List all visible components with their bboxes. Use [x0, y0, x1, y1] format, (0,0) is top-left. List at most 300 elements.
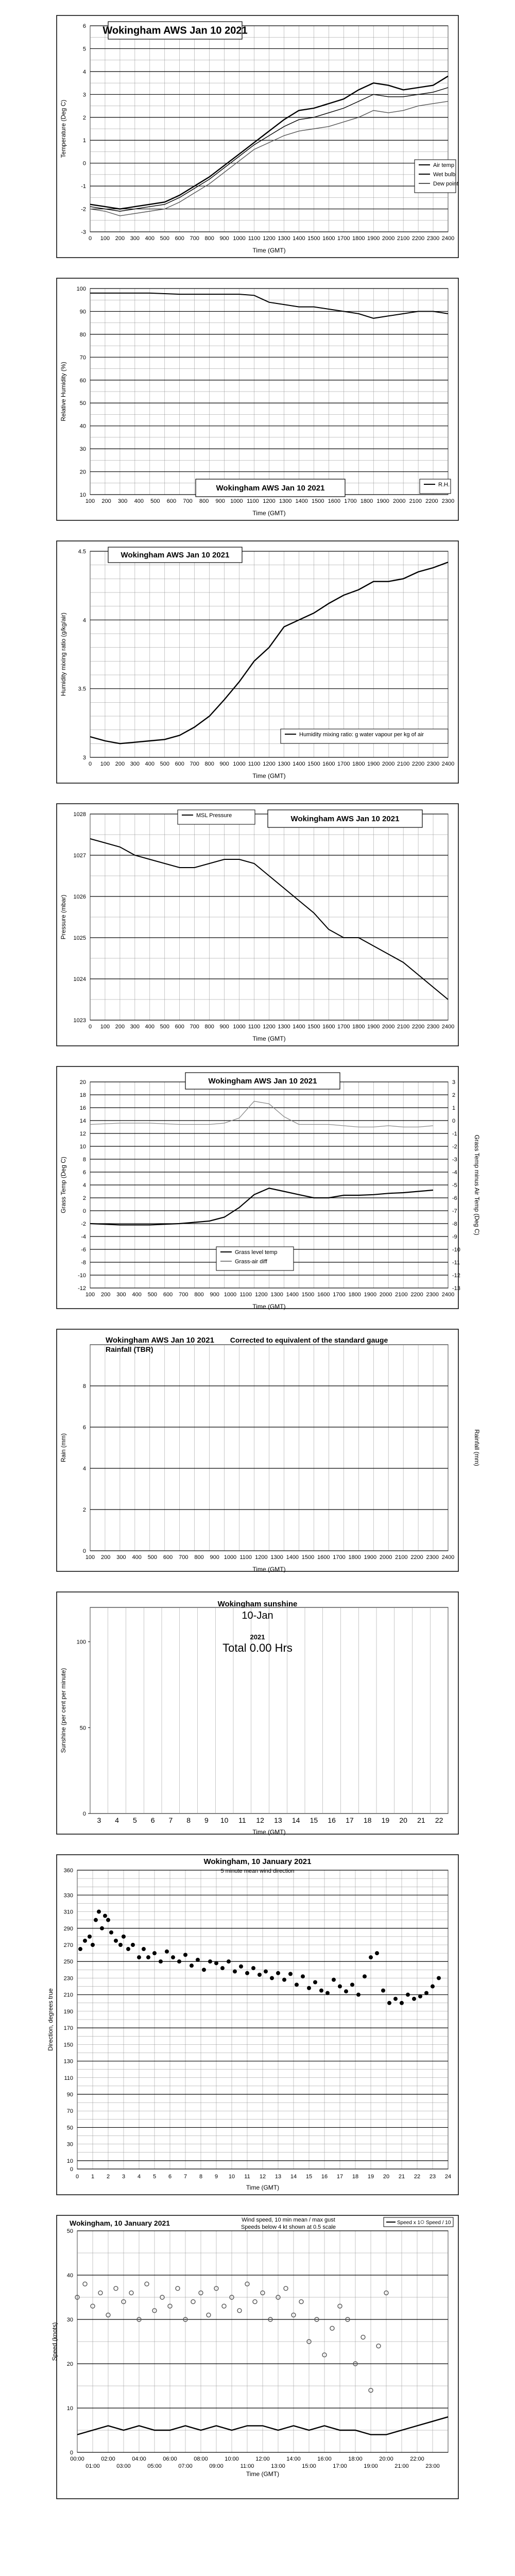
winddir-point [183, 1953, 187, 1957]
pressure-x-tick-label: 1200 [263, 1024, 276, 1030]
winddir-point [400, 2001, 404, 2005]
pressure-x-tick-label: 1400 [293, 1024, 305, 1030]
pressure-legend-entry: MSL Pressure [196, 812, 232, 819]
winddir-x-tick-label: 22 [414, 2174, 421, 2180]
winddir-x-axis-label: Time (GMT) [246, 2184, 280, 2191]
grass-y-tick-label: 6 [82, 1170, 86, 1176]
windspeed-x-tick-label-bottom: 15:00 [302, 2463, 316, 2469]
grass-y-tick-label: 2 [82, 1195, 86, 1201]
winddir-title: Wokingham, 10 January 2021 [203, 1857, 312, 1866]
temp-x-tick-label: 2000 [382, 235, 395, 242]
pressure-x-tick-label: 1900 [367, 1024, 380, 1030]
sunshine-x-tick-label: 17 [346, 1816, 354, 1824]
winddir-point [431, 1985, 435, 1989]
temp-x-tick-label: 700 [190, 235, 199, 242]
mix-y-tick-label: 4.5 [78, 549, 86, 555]
pressure-y-axis-label: Pressure (mbar) [60, 894, 67, 940]
rh-y-axis-label: Relative Humidity (%) [60, 362, 67, 421]
rain-y-tick-label: 6 [82, 1425, 86, 1431]
sunshine-x-tick-label: 3 [97, 1816, 101, 1824]
rain-x-tick-label: 800 [194, 1554, 204, 1561]
winddir-point [122, 1935, 126, 1939]
winddir-point [214, 1961, 218, 1965]
grass-y2-tick-label: -13 [452, 1285, 460, 1292]
winddir-point [325, 1991, 330, 1995]
sunshine-x-tick-label: 19 [381, 1816, 390, 1824]
winddir-x-tick-label: 9 [214, 2174, 218, 2180]
rh-x-tick-label: 300 [118, 498, 128, 504]
winddir-x-tick-label: 13 [274, 2174, 282, 2180]
winddir-point [227, 1959, 231, 1963]
winddir-point [239, 1964, 243, 1969]
temp-x-tick-label: 100 [100, 235, 110, 242]
windspeed-x-tick-label-top: 12:00 [255, 2456, 270, 2462]
grass-x-tick-label: 1600 [317, 1292, 330, 1298]
mix-x-tick-label: 200 [115, 761, 125, 767]
temp-x-tick-label: 300 [130, 235, 140, 242]
temp-x-tick-label: 400 [145, 235, 155, 242]
rain-x-tick-label: 300 [116, 1554, 126, 1561]
pressure-x-tick-label: 1700 [337, 1024, 350, 1030]
grass-x-tick-label: 1900 [364, 1292, 377, 1298]
mix-x-tick-label: 2100 [397, 761, 410, 767]
winddir-point [412, 1997, 416, 2001]
mix-y-tick-label: 3 [82, 755, 86, 761]
windspeed-y-tick-label: 30 [66, 2317, 73, 2323]
windspeed-x-tick-label-top: 04:00 [132, 2456, 146, 2462]
winddir-y-tick-label: 10 [66, 2158, 73, 2164]
temp-x-tick-label: 2400 [441, 235, 455, 242]
grass-legend-entry: Grass-air diff [235, 1259, 267, 1265]
pressure-x-tick-label: 400 [145, 1024, 155, 1030]
rh-x-tick-label: 1000 [230, 498, 243, 504]
winddir-point [301, 1974, 305, 1978]
rain-x-tick-label: 1800 [348, 1554, 361, 1561]
windspeed-y-tick-label: 50 [66, 2228, 73, 2234]
winddir-point [220, 1966, 225, 1970]
sunshine-x-tick-label: 15 [310, 1816, 318, 1824]
grass-x-tick-label: 300 [116, 1292, 126, 1298]
winddir-y-tick-label: 250 [63, 1959, 73, 1965]
grass-x-tick-label: 200 [101, 1292, 111, 1298]
pressure-x-tick-label: 0 [88, 1024, 92, 1030]
grass-y2-tick-label: 3 [452, 1079, 456, 1086]
rh-x-tick-label: 500 [150, 498, 160, 504]
sunshine-x-tick-label: 6 [150, 1816, 155, 1824]
sunshine-date: 10-Jan [242, 1610, 273, 1621]
winddir-point [152, 1951, 157, 1955]
grass-y2-tick-label: 1 [452, 1105, 456, 1111]
rh-x-tick-label: 1100 [247, 498, 259, 504]
winddir-x-tick-label: 12 [259, 2174, 266, 2180]
temp-x-tick-label: 500 [160, 235, 169, 242]
winddir-point [100, 1926, 104, 1930]
winddir-y-tick-label: 170 [63, 2025, 73, 2032]
winddir-x-tick-label: 24 [444, 2174, 452, 2180]
pressure-x-tick-label: 600 [175, 1024, 184, 1030]
winddir-point [418, 1994, 422, 1998]
grass-y2-tick-label: -7 [452, 1208, 457, 1214]
mix-x-tick-label: 700 [190, 761, 199, 767]
winddir-x-tick-label: 3 [122, 2174, 126, 2180]
temp-x-tick-label: 900 [219, 235, 229, 242]
windspeed-y-axis-label: Speed (knots) [51, 2322, 58, 2361]
mix-x-tick-label: 100 [100, 761, 110, 767]
grass-y2-tick-label: -10 [452, 1247, 460, 1253]
sunshine-x-tick-label: 5 [132, 1816, 137, 1824]
rain-y2-axis-label: Rainfall (mm) [473, 1429, 480, 1466]
temp-x-tick-label: 2300 [426, 235, 440, 242]
sunshine-x-tick-label: 18 [363, 1816, 372, 1824]
winddir-point [233, 1970, 237, 1974]
winddir-subtitle: 5 minute mean wind direction [220, 1868, 295, 1874]
temperature-chart [0, 10, 515, 263]
rain-x-tick-label: 400 [132, 1554, 142, 1561]
mix-x-tick-label: 2300 [426, 761, 440, 767]
rain-x-tick-label: 200 [101, 1554, 111, 1561]
winddir-y-tick-label: 0 [70, 2166, 73, 2173]
winddir-point [103, 1914, 107, 1918]
mix-x-tick-label: 1300 [278, 761, 290, 767]
rh-y-tick-label: 60 [79, 377, 86, 384]
pressure-y-tick-label: 1024 [73, 976, 86, 982]
grass-y-tick-label: 8 [82, 1157, 86, 1163]
grass-x-tick-label: 1000 [224, 1292, 237, 1298]
rain-y-tick-label: 2 [82, 1507, 86, 1513]
mix-y-tick-label: 4 [82, 617, 86, 624]
sunshine-y-tick-label: 50 [79, 1725, 86, 1732]
temp-y-tick-label: 4 [82, 69, 86, 75]
grass-y2-tick-label: -9 [452, 1234, 457, 1240]
grass-y-tick-label: 16 [79, 1105, 86, 1111]
winddir-x-tick-label: 21 [398, 2174, 405, 2180]
windspeed-x-tick-label-bottom: 03:00 [116, 2463, 131, 2469]
temp-x-tick-label: 800 [204, 235, 214, 242]
windspeed-legend-entry: Speed / 10 [426, 2220, 451, 2226]
rain-x-tick-label: 2000 [379, 1554, 392, 1561]
winddir-y-tick-label: 270 [63, 1942, 73, 1948]
wind-direction-chart [0, 1850, 515, 2200]
winddir-x-tick-label: 18 [352, 2174, 359, 2180]
winddir-point [106, 1918, 110, 1922]
mix-x-tick-label: 2000 [382, 761, 395, 767]
winddir-point [350, 1982, 354, 1987]
winddir-point [319, 1989, 323, 1993]
rh-x-tick-label: 1500 [312, 498, 324, 504]
mix-x-tick-label: 0 [88, 761, 92, 767]
pressure-y-tick-label: 1028 [73, 811, 86, 818]
grass-x-tick-label: 100 [85, 1292, 95, 1298]
temp-x-tick-label: 1000 [233, 235, 246, 242]
mix-x-tick-label: 2200 [411, 761, 425, 767]
sunshine-chart [0, 1587, 515, 1839]
winddir-x-tick-label: 5 [152, 2174, 157, 2180]
winddir-x-tick-label: 0 [75, 2174, 79, 2180]
mix-x-tick-label: 2400 [441, 761, 455, 767]
rain-y-tick-label: 8 [82, 1383, 86, 1389]
temp-y-tick-label: 5 [82, 46, 86, 53]
rain-note: Corrected to equivalent of the standard gauge [230, 1336, 388, 1344]
mix-x-tick-label: 1800 [352, 761, 365, 767]
grass-y-tick-label: -6 [81, 1247, 86, 1253]
windspeed-x-tick-label-bottom: 09:00 [209, 2463, 224, 2469]
grass-legend-entry: Grass level temp [235, 1249, 278, 1256]
rh-x-tick-label: 200 [101, 498, 111, 504]
pressure-x-axis-label: Time (GMT) [252, 1035, 286, 1042]
grass-y-tick-label: -8 [81, 1260, 86, 1266]
temp-x-axis-label: Time (GMT) [252, 247, 286, 254]
winddir-point [78, 1947, 82, 1951]
pressure-x-tick-label: 700 [190, 1024, 199, 1030]
winddir-y-tick-label: 30 [66, 2141, 73, 2148]
mix-x-tick-label: 1000 [233, 761, 246, 767]
rain-title: Wokingham AWS Jan 10 2021 [106, 1336, 214, 1345]
mix-x-tick-label: 400 [145, 761, 155, 767]
mix-x-tick-label: 1600 [322, 761, 335, 767]
winddir-point [126, 1947, 130, 1951]
mix-x-axis-label: Time (GMT) [252, 772, 286, 779]
mix-x-tick-label: 500 [160, 761, 169, 767]
temp-y-tick-label: 3 [82, 92, 86, 98]
pressure-x-tick-label: 1500 [307, 1024, 320, 1030]
windspeed-y-tick-label: 20 [66, 2361, 73, 2367]
winddir-x-tick-label: 10 [228, 2174, 235, 2180]
winddir-x-tick-label: 8 [199, 2174, 203, 2180]
rh-y-tick-label: 20 [79, 469, 86, 476]
temp-y-tick-label: -1 [81, 183, 86, 190]
grass-y-tick-label: -4 [81, 1234, 86, 1240]
pressure-x-tick-label: 2200 [411, 1024, 425, 1030]
rh-y-tick-label: 80 [79, 331, 86, 338]
mix-y-tick-label: 3.5 [78, 686, 86, 692]
winddir-point [109, 1930, 113, 1935]
windspeed-x-tick-label-bottom: 23:00 [425, 2463, 440, 2469]
windspeed-x-tick-label-top: 22:00 [410, 2456, 424, 2462]
winddir-point [356, 1993, 360, 1997]
windspeed-x-tick-label-bottom: 21:00 [394, 2463, 409, 2469]
sunshine-y-axis-label: Sunshine (per cent per minute) [60, 1668, 67, 1753]
windspeed-subtitle: Wind speed, 10 min mean / max gust [242, 2217, 335, 2223]
rh-y-tick-label: 100 [76, 286, 86, 292]
pressure-x-tick-label: 900 [219, 1024, 229, 1030]
winddir-point [177, 1959, 181, 1963]
winddir-point [307, 1986, 311, 1990]
grass-x-tick-label: 2300 [426, 1292, 439, 1298]
grass-y-tick-label: 10 [79, 1144, 86, 1150]
winddir-point [295, 1982, 299, 1987]
grass-x-axis-label: Time (GMT) [252, 1303, 286, 1310]
temp-y-axis-label: Temperature (Deg C) [60, 99, 67, 158]
sunshine-x-axis-label: Time (GMT) [252, 1828, 286, 1836]
rain-x-tick-label: 900 [210, 1554, 219, 1561]
windspeed-title: Wokingham, 10 January 2021 [70, 2219, 170, 2227]
grass-y-axis-label: Grass Temp (Deg C) [60, 1157, 67, 1213]
winddir-x-tick-label: 14 [290, 2174, 297, 2180]
sunshine-x-tick-label: 7 [168, 1816, 173, 1824]
winddir-point [387, 2001, 391, 2005]
winddir-y-tick-label: 50 [66, 2125, 73, 2131]
winddir-point [245, 1971, 249, 1975]
pressure-x-tick-label: 200 [115, 1024, 125, 1030]
winddir-point [264, 1970, 268, 1974]
rh-x-tick-label: 2000 [392, 498, 406, 504]
pressure-x-tick-label: 1300 [278, 1024, 290, 1030]
rain-y-tick-label: 0 [82, 1548, 86, 1554]
grass-y2-tick-label: 2 [452, 1092, 456, 1098]
mix-x-tick-label: 1500 [307, 761, 320, 767]
grass-x-tick-label: 2200 [410, 1292, 423, 1298]
sunshine-x-tick-label: 21 [417, 1816, 425, 1824]
sunshine-x-tick-label: 16 [328, 1816, 336, 1824]
winddir-point [208, 1959, 212, 1963]
grass-x-tick-label: 900 [210, 1292, 219, 1298]
grass-y-tick-label: -10 [78, 1273, 86, 1279]
temp-x-tick-label: 0 [88, 235, 92, 242]
rain-y-tick-label: 4 [82, 1466, 86, 1472]
temp-x-tick-label: 600 [175, 235, 184, 242]
grass-y-tick-label: 18 [79, 1092, 86, 1098]
grass-x-tick-label: 400 [132, 1292, 142, 1298]
rain-y-axis-label: Rain (mm) [60, 1433, 67, 1462]
pressure-x-tick-label: 2000 [382, 1024, 395, 1030]
temp-legend-entry: Wet bulb [433, 172, 456, 178]
winddir-point [88, 1935, 92, 1939]
mix-x-tick-label: 900 [219, 761, 229, 767]
temp-x-tick-label: 200 [115, 235, 125, 242]
winddir-point [282, 1978, 286, 1982]
sunshine-x-tick-label: 20 [399, 1816, 407, 1824]
wind-speed-chart [0, 2210, 515, 2504]
winddir-x-tick-label: 1 [91, 2174, 95, 2180]
rain-x-tick-label: 2100 [395, 1554, 408, 1561]
rain-x-tick-label: 1000 [224, 1554, 237, 1561]
grass-temp-chart [0, 1061, 515, 1314]
rain-x-tick-label: 1200 [255, 1554, 268, 1561]
grass-x-tick-label: 1500 [301, 1292, 315, 1298]
rain-x-tick-label: 2400 [441, 1554, 455, 1561]
rh-x-tick-label: 700 [183, 498, 193, 504]
winddir-y-tick-label: 90 [66, 2092, 73, 2098]
temp-x-tick-label: 1100 [248, 235, 261, 242]
grass-x-tick-label: 2100 [395, 1292, 408, 1298]
pressure-x-tick-label: 2300 [426, 1024, 440, 1030]
temp-x-tick-label: 1900 [367, 235, 380, 242]
mixing-ratio-chart [0, 536, 515, 788]
winddir-y-axis-label: Direction, degrees true [47, 1988, 54, 2051]
winddir-point [83, 1939, 87, 1943]
winddir-x-tick-label: 19 [367, 2174, 374, 2180]
grass-x-tick-label: 1300 [270, 1292, 283, 1298]
winddir-y-tick-label: 360 [63, 1868, 73, 1874]
grass-y2-tick-label: -6 [452, 1195, 457, 1201]
temp-legend-entry: Dew point [433, 181, 458, 187]
pressure-x-tick-label: 1100 [248, 1024, 261, 1030]
winddir-y-tick-label: 110 [64, 2075, 73, 2081]
pressure-y-tick-label: 1023 [73, 1018, 86, 1024]
pressure-x-tick-label: 800 [204, 1024, 214, 1030]
rain-x-tick-label: 1500 [301, 1554, 315, 1561]
grass-y2-tick-label: -5 [452, 1182, 457, 1189]
grass-y-tick-label: 20 [79, 1079, 86, 1086]
winddir-point [276, 1971, 280, 1975]
grass-title: Wokingham AWS Jan 10 2021 [208, 1077, 317, 1086]
winddir-x-tick-label: 6 [168, 2174, 172, 2180]
pressure-x-tick-label: 2100 [397, 1024, 410, 1030]
mix-x-tick-label: 1400 [293, 761, 305, 767]
mix-x-tick-label: 600 [175, 761, 184, 767]
windspeed-x-tick-label-top: 06:00 [163, 2456, 177, 2462]
sunshine-total: Total 0.00 Hrs [222, 1641, 293, 1654]
winddir-point [406, 1993, 410, 1997]
grass-x-tick-label: 1800 [348, 1292, 361, 1298]
rain-x-tick-label: 2200 [410, 1554, 423, 1561]
winddir-y-tick-label: 290 [63, 1925, 73, 1932]
rh-x-tick-label: 400 [134, 498, 144, 504]
windspeed-y-tick-label: 40 [66, 2273, 73, 2279]
windspeed-x-tick-label-bottom: 05:00 [147, 2463, 162, 2469]
mix-legend-entry: Humidity mixing ratio: g water vapour per kg of air [299, 732, 424, 738]
temp-x-tick-label: 1200 [263, 235, 276, 242]
sunshine-x-tick-label: 9 [204, 1816, 209, 1824]
grass-x-tick-label: 700 [179, 1292, 188, 1298]
rh-x-axis-label: Time (GMT) [252, 510, 286, 517]
rain-x-tick-label: 2300 [426, 1554, 439, 1561]
rh-y-tick-label: 30 [79, 446, 86, 453]
rain-x-tick-label: 100 [85, 1554, 95, 1561]
windspeed-x-tick-label-top: 18:00 [348, 2456, 363, 2462]
winddir-x-tick-label: 20 [383, 2174, 390, 2180]
rain-x-tick-label: 600 [163, 1554, 173, 1561]
rh-x-tick-label: 1300 [279, 498, 292, 504]
windspeed-x-tick-label-bottom: 07:00 [178, 2463, 193, 2469]
grass-x-tick-label: 1700 [333, 1292, 346, 1298]
winddir-point [171, 1955, 175, 1959]
winddir-point [97, 1910, 101, 1914]
winddir-point [344, 1989, 348, 1993]
rh-x-tick-label: 1900 [376, 498, 389, 504]
mix-x-tick-label: 1900 [367, 761, 380, 767]
grass-y2-axis-label: Grass Temp minus Air Temp (Deg C) [473, 1134, 480, 1235]
rh-x-tick-label: 1700 [344, 498, 357, 504]
pressure-x-tick-label: 500 [160, 1024, 169, 1030]
rh-y-tick-label: 70 [79, 354, 86, 361]
rh-x-tick-label: 2200 [425, 498, 438, 504]
grass-y2-tick-label: -4 [452, 1170, 457, 1176]
temp-y-tick-label: 0 [82, 160, 86, 167]
windspeed-x-tick-label-bottom: 13:00 [271, 2463, 285, 2469]
pressure-x-tick-label: 2400 [441, 1024, 455, 1030]
winddir-point [118, 1943, 123, 1947]
winddir-y-tick-label: 130 [63, 2058, 73, 2065]
sunshine-x-tick-label: 10 [220, 1816, 229, 1824]
rain-subtitle: Rainfall (TBR) [106, 1345, 153, 1353]
pressure-x-tick-label: 100 [100, 1024, 110, 1030]
pressure-x-tick-label: 1000 [233, 1024, 246, 1030]
winddir-y-tick-label: 310 [63, 1909, 73, 1916]
windspeed-x-tick-label-top: 20:00 [379, 2456, 393, 2462]
winddir-y-tick-label: 150 [63, 2042, 73, 2048]
sunshine-x-tick-label: 22 [435, 1816, 443, 1824]
windspeed-legend-entry: Speed x 1 [397, 2220, 421, 2226]
winddir-point [338, 1985, 342, 1989]
rh-x-tick-label: 1800 [360, 498, 373, 504]
grass-y-tick-label: 4 [82, 1182, 86, 1189]
grass-y2-tick-label: 0 [452, 1118, 456, 1124]
winddir-point [91, 1943, 95, 1947]
temp-x-tick-label: 1300 [278, 235, 290, 242]
grass-y-tick-label: 0 [82, 1208, 86, 1214]
sunshine-year: 2021 [250, 1633, 265, 1641]
